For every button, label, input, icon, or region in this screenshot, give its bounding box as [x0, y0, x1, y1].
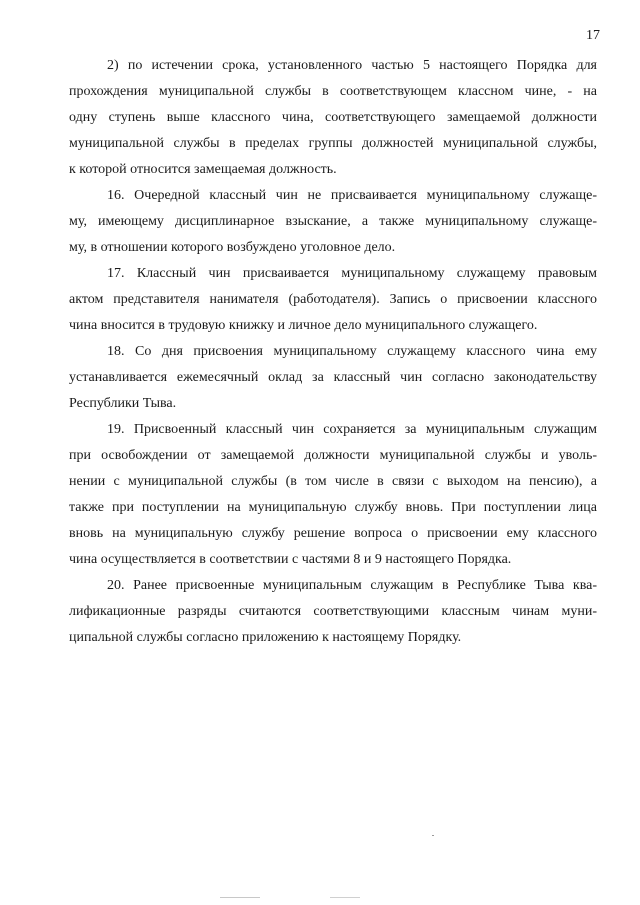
text-line: му, в отношении которого возбуждено уголовное дело.: [69, 240, 396, 255]
paragraph-20: [69, 573, 597, 651]
text-line: к которой относится замещаемая должность.: [69, 162, 337, 177]
text-line: актом представителя нанимателя (работодателя). Запись о присвоении классного: [69, 292, 597, 307]
text-line: му, имеющему дисциплинарное взыскание, а также муниципальному служаще-: [69, 214, 597, 229]
text-line: муниципальной службы в пределах группы должностей муниципальной службы,: [69, 136, 597, 151]
text-line: 19. Присвоенный классный чин сохраняется за муниципальным служащим: [107, 422, 597, 437]
text-line: при освобождении от замещаемой должности муниципальной службы и уволь-: [69, 448, 597, 463]
text-line: 20. Ранее присвоенные муниципальным служащим в Республике Тыва ква-: [107, 578, 597, 593]
text-line: 17. Классный чин присваивается муниципальному служащему правовым: [107, 266, 597, 281]
text-line: 16. Очередной классный чин не присваивается муниципальному служаще-: [107, 188, 597, 203]
scan-artifact: [432, 835, 434, 836]
text-line: нении с муниципальной службы (в том числе в связи с выходом на пенсию), а: [69, 474, 597, 489]
paragraph-17: [69, 261, 597, 339]
text-line: ципальной службы согласно приложению к настоящему Порядку.: [69, 630, 462, 645]
scan-artifact: [330, 897, 360, 898]
text-line: 2) по истечении срока, установленного частью 5 настоящего Порядка для: [107, 58, 597, 73]
text-line: одну ступень выше классного чина, соответствующего замещаемой должности: [69, 110, 597, 125]
text-line: лификационные разряды считаются соответствующими классным чинам муни-: [69, 604, 597, 619]
text-line: 18. Со дня присвоения муниципальному служащему классного чина ему: [107, 344, 597, 359]
text-line: чина осуществляется в соответствии с частями 8 и 9 настоящего Порядка.: [69, 552, 512, 567]
page-number: 17: [586, 28, 600, 43]
paragraph-18: [69, 339, 597, 417]
text-line: прохождения муниципальной службы в соответствующем классном чине, - на: [69, 84, 597, 99]
paragraph-item-2: [69, 53, 597, 183]
text-line: чина вносится в трудовую книжку и личное дело муниципального служащего.: [69, 318, 538, 333]
paragraph-19: [69, 417, 597, 573]
text-line: также при поступлении на муниципальную службу вновь. При поступлении лица: [69, 500, 597, 515]
text-line: Республики Тыва.: [69, 396, 177, 411]
document-body: [69, 53, 597, 651]
text-line: устанавливается ежемесячный оклад за классный чин согласно законодательству: [69, 370, 597, 385]
text-line: вновь на муниципальную службу решение вопроса о присвоении ему классного: [69, 526, 597, 541]
scan-artifact: [220, 897, 260, 898]
paragraph-16: [69, 183, 597, 261]
